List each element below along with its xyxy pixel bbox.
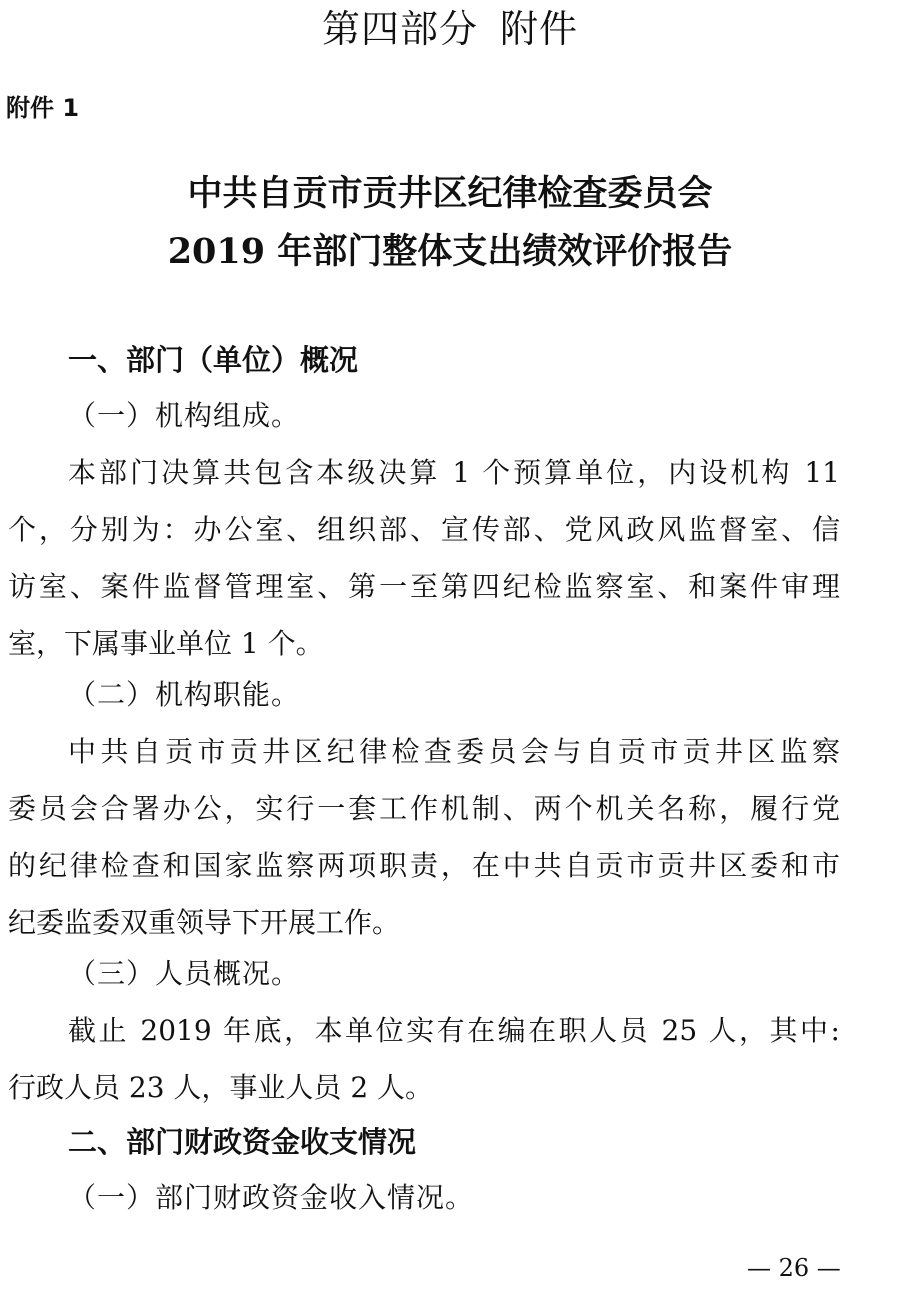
paragraph-line: 中共自贡市贡井区纪律检查委员会与自贡市贡井区监察	[68, 735, 840, 768]
paragraph-line: 纪委监委双重领导下开展工作。	[8, 906, 401, 939]
part-title	[0, 2, 900, 56]
attachment-label: 附件 1	[6, 94, 80, 122]
section-1-sub-1-paragraph	[8, 444, 840, 672]
paragraph-line: 访室、案件监督管理室、第一至第四纪检监察室、和案件审理	[8, 570, 840, 603]
paragraph-line: 个，分别为：办公室、组织部、宣传部、党风政风监督室、信	[8, 513, 840, 546]
section-1-heading: 一、部门（单位）概况	[68, 343, 359, 377]
paragraph-line: 截止 2019 年底，本单位实有在编在职人员 25 人，其中:	[68, 1014, 840, 1047]
report-title-line-1: 中共自贡市贡井区纪律检查委员会	[187, 173, 713, 214]
report-title-line-2: 2019 年部门整体支出绩效评价报告	[167, 231, 733, 272]
section-2-heading: 二、部门财政资金收支情况	[68, 1125, 417, 1159]
paragraph-line: 的纪律检查和国家监察两项职责，在中共自贡市贡井区委和市	[8, 849, 840, 882]
paragraph-line: 室，下属事业单位 1 个。	[8, 627, 324, 660]
section-1-sub-2-title: （二）机构职能。	[68, 678, 301, 711]
section-1-sub-3-title: （三）人员概况。	[68, 957, 301, 990]
section-1-sub-1-title: （一）机构组成。	[68, 399, 301, 432]
paragraph-line: 委员会合署办公，实行一套工作机制、两个机关名称，履行党	[8, 792, 840, 825]
section-2-sub-1-title: （一）部门财政资金收入情况。	[68, 1181, 475, 1214]
section-1-sub-2-paragraph	[8, 723, 840, 951]
section-1-sub-3-paragraph	[8, 1002, 840, 1116]
page-number: — 26 —	[747, 1254, 841, 1282]
paragraph-line: 本部门决算共包含本级决算 1 个预算单位，内设机构 11	[68, 456, 840, 489]
part-title-main: 第四部分	[321, 7, 478, 51]
part-title-sub: 附件	[500, 7, 579, 51]
paragraph-line: 行政人员 23 人，事业人员 2 人。	[8, 1071, 434, 1104]
